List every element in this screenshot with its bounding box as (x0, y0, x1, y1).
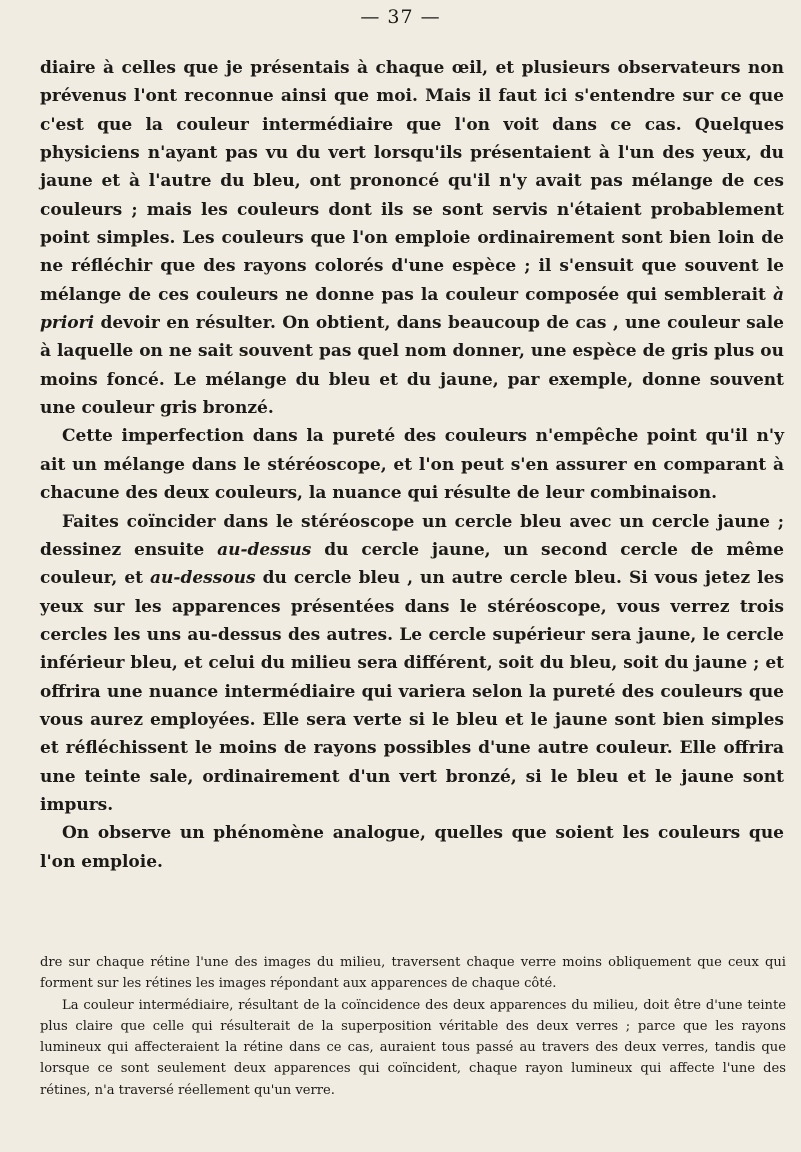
paragraph-3 (40, 508, 784, 820)
paragraph-1-text: diaire à celles que je présentais à chaque œil, et plusieurs observateurs non prévenus l'ont reconnue ainsi que moi. Mais il faut ici s'entendre sur ce que c'est que la couleur intermédiaire que l'on voit dans ce cas. Quelques physiciens n'ayant pas vu du vert lorsqu'ils présentaient à l'un des yeux, du jaune et à l'autre du bleu, ont prononcé qu'il n'y avait pas mélange de ces couleurs ; mais les couleurs dont ils se sont servis n'étaient probablement point simples. Les couleurs que l'on emploie ordinairement sont bien loin de ne réfléchir que des rayons colorés d'une espèce ; il s'ensuit que souvent le mélange de ces couleurs ne donne pas la couleur composée qui semblerait (40, 58, 784, 305)
paragraph-3-part-b: du cercle jaune, un second cercle de même couleur, et (40, 539, 784, 589)
paragraph-1-end: devoir en résulter. On obtient, dans beaucoup de cas , une couleur sale à laquelle on ne sait souvent pas quel nom donner, une espèce de gris plus ou moins foncé. Le mélange du bleu et du jaune, par exemple, donne souvent une couleur gris bronzé. (40, 313, 784, 419)
paragraph-3-part-c: du cercle bleu , un autre cercle bleu. Si vous jetez les yeux sur les apparences présentées dans le stéréoscope, vous verrez trois cercles les uns au-dessus des autres. Le cercle supérieur sera jaune, le cercle inférieur bleu, et celui du milieu sera différent, soit du bleu, soit du jaune ; et offrira une nuance intermédiaire qui variera selon la pureté des couleurs que vous aurez employées. Elle sera verte si le bleu et le jaune sont bien simples et réfléchissent le moins de rayons possibles d'une autre couleur. Elle offrira une teinte sale, ordinairement d'un vert bronzé, si le bleu et le jaune sont impurs. (40, 568, 784, 815)
footnote-paragraph: La couleur intermédiaire, résultant de la coïncidence des deux apparences du milieu, doit être d'une teinte plus claire que celle qui résulterait de la superposition véritable des deux verres ; parce que les rayons lumineux qui affecteraient la rétine dans ce cas, auraient tous passé au travers des deux verres, tandis que lorsque ce sont seulement deux apparences qui coïncident, chaque rayon lumineux qui affecte l'une des rétines, n'a traversé réellement qu'un verre. (40, 997, 786, 1098)
paragraph-2: Cette imperfection dans la pureté des couleurs n'empêche point qu'il n'y ait un mélange dans le stéréoscope, et l'on peut s'en assurer en comparant à chacune des deux couleurs, la nuance qui résulte de leur combinaison. (40, 426, 784, 504)
paragraph-1 (40, 54, 784, 422)
footnotes (40, 952, 786, 1101)
footnote-continuation: dre sur chaque rétine l'une des images du milieu, traversent chaque verre moins obliquement que ceux qui forment sur les rétines les images répondant aux apparences de chaque côté. (40, 955, 786, 992)
body-text (40, 54, 784, 876)
paragraph-4: On observe un phénomène analogue, quelles que soient les couleurs que l'on emploie. (40, 823, 784, 872)
italic-au-dessus: au-dessus (217, 539, 312, 560)
italic-au-dessous: au-dessous (150, 568, 256, 589)
paragraph-3-part-a: Faites coïncider dans le stéréoscope un cercle bleu avec un cercle jaune ; dessinez ensuite (40, 511, 784, 560)
page-number: — 37 — (360, 6, 441, 28)
italic-a-priori: à priori (40, 284, 784, 334)
